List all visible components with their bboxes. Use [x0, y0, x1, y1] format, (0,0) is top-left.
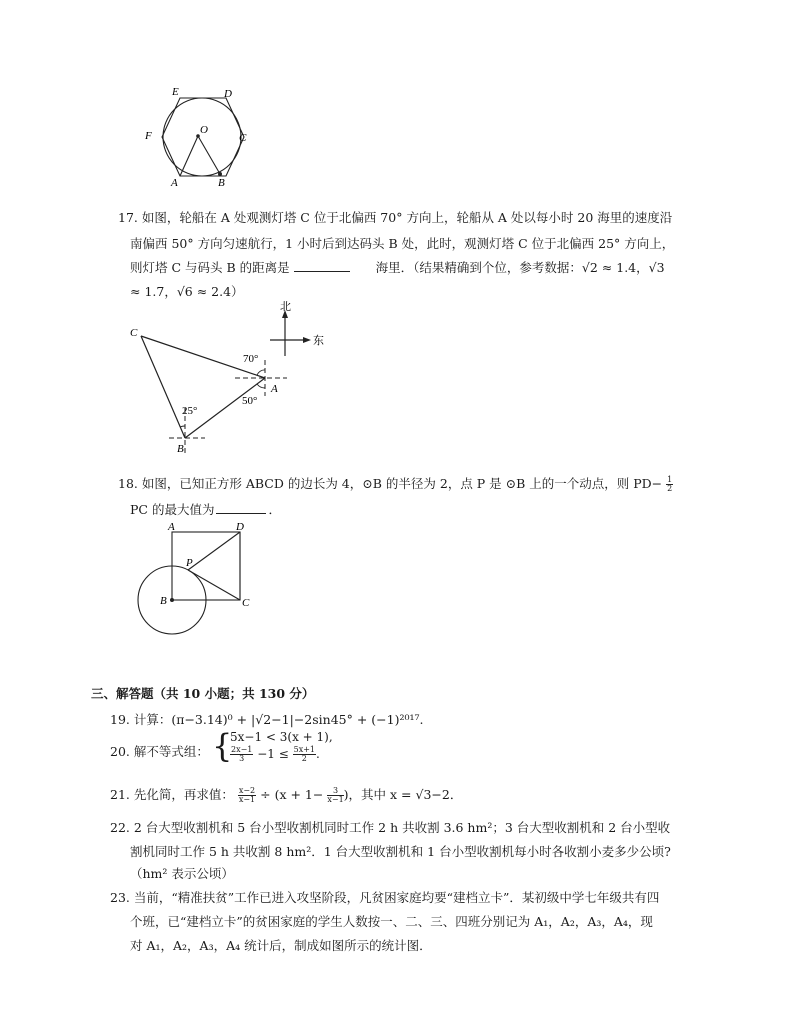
q20-ineq1: 5x−1 < 3(x + 1),: [230, 730, 333, 744]
label-B: B: [177, 443, 184, 455]
hexagon-figure: [140, 82, 270, 192]
bearing-figure: [125, 298, 345, 460]
q18-line1a: 18. 如图，已知正方形 ABCD 的边长为 4，⊙B 的半径为 2，点 P 是 ⊙B 上的一个动点，则 PD−: [118, 476, 663, 491]
system-brace: {: [212, 727, 233, 765]
label-E: E: [172, 86, 179, 98]
q21: 21. 先化简，再求值： $\frac{x-2}{x-1}$ ÷ (x + 1− $\frac{3}{x-1}$ )，其中 x = √3−2．: [110, 786, 463, 804]
q17-line2: 南偏西 50° 方向匀速航行，1 小时后到达码头 B 处，此时，观测灯塔 C 位于北偏西 25° 方向上，: [130, 236, 675, 251]
q22-line2: 割机同时工作 5 h 共收割 8 hm²．1 台大型收割机和 1 台小型收割机每小时各收割小麦多少公顷?: [130, 844, 671, 859]
answer-blank-17: [294, 261, 350, 272]
label-C: C: [242, 597, 250, 609]
inscribed-circle: [163, 98, 241, 176]
section-3-heading: 三、解答题（共 10 小题；共 130 分）: [91, 686, 315, 701]
q18-line1: [118, 474, 673, 493]
label-A: A: [168, 521, 175, 533]
label-C: C: [239, 132, 247, 144]
label-A: A: [171, 177, 178, 189]
q23-line1: 23. 当前，“精准扶贫”工作已进入攻坚阶段，凡贫困家庭均要“建档立卡”．某初级中学七年级共有四: [110, 890, 660, 905]
label-B: B: [218, 177, 225, 189]
q22-line3: （hm² 表示公顷）: [130, 866, 234, 881]
q17-line4: ≈ 1.7，√6 ≈ 2.4）: [130, 284, 244, 299]
label-D: D: [236, 521, 244, 533]
q17-line3b: 海里．（结果精确到个位，参考数据：√2 ≈ 1.4，√3: [375, 260, 665, 275]
east-label: 东: [313, 335, 324, 347]
q20-prefix: 20. 解不等式组：: [110, 744, 209, 759]
fraction-half: $\frac{1}{2}$: [667, 475, 673, 493]
q17-line1: 17. 如图，轮船在 A 处观测灯塔 C 位于北偏西 70° 方向上，轮船从 A 处以每小时 20 海里的速度沿: [118, 210, 673, 225]
q19: 19. 计算：(π−3.14)⁰ + |√2−1|−2sin45° + (−1)²⁰¹⁷.: [110, 712, 424, 727]
q18-line2a: PC 的最大值为: [130, 502, 215, 517]
q22-line1: 22. 2 台大型收割机和 5 台小型收割机同时工作 2 h 共收割 3.6 hm²；3 台大型收割机和 2 台小型收: [110, 820, 671, 835]
label-A: A: [271, 383, 278, 395]
label-O: O: [200, 124, 208, 136]
answer-blank-18: [216, 503, 266, 514]
label-C: C: [130, 327, 138, 339]
angle-25-label: 25°: [182, 405, 198, 417]
q23-line3: 对 A₁，A₂，A₃，A₄ 统计后，制成如图所示的统计图．: [130, 938, 432, 953]
label-F: F: [145, 130, 152, 142]
q18-line2: PC 的最大值为 ．: [130, 502, 281, 517]
square-circle-figure: [128, 518, 258, 642]
label-D: D: [224, 88, 232, 100]
north-label: 北: [280, 301, 291, 313]
q20: [110, 742, 209, 760]
angle-50-label: 50°: [242, 395, 258, 407]
q23-line2: 个班，已“建档立卡”的贫困家庭的学生人数按一、二、三、四班分别记为 A₁，A₂，A₃，A₄，现: [130, 914, 653, 929]
q17-line3: [130, 258, 665, 276]
q20-ineq2: $\frac{2x-1}{3}$ −1 ≤ $\frac{5x+1}{2}$ .: [231, 745, 320, 763]
q17-line3a: 则灯塔 C 与码头 B 的距离是: [130, 260, 290, 275]
angle-70-label: 70°: [243, 353, 259, 365]
label-B: B: [160, 595, 167, 607]
q21-prefix: 21. 先化简，再求值：: [110, 787, 234, 802]
label-P: P: [186, 557, 193, 569]
square-ABCD: [172, 532, 240, 600]
